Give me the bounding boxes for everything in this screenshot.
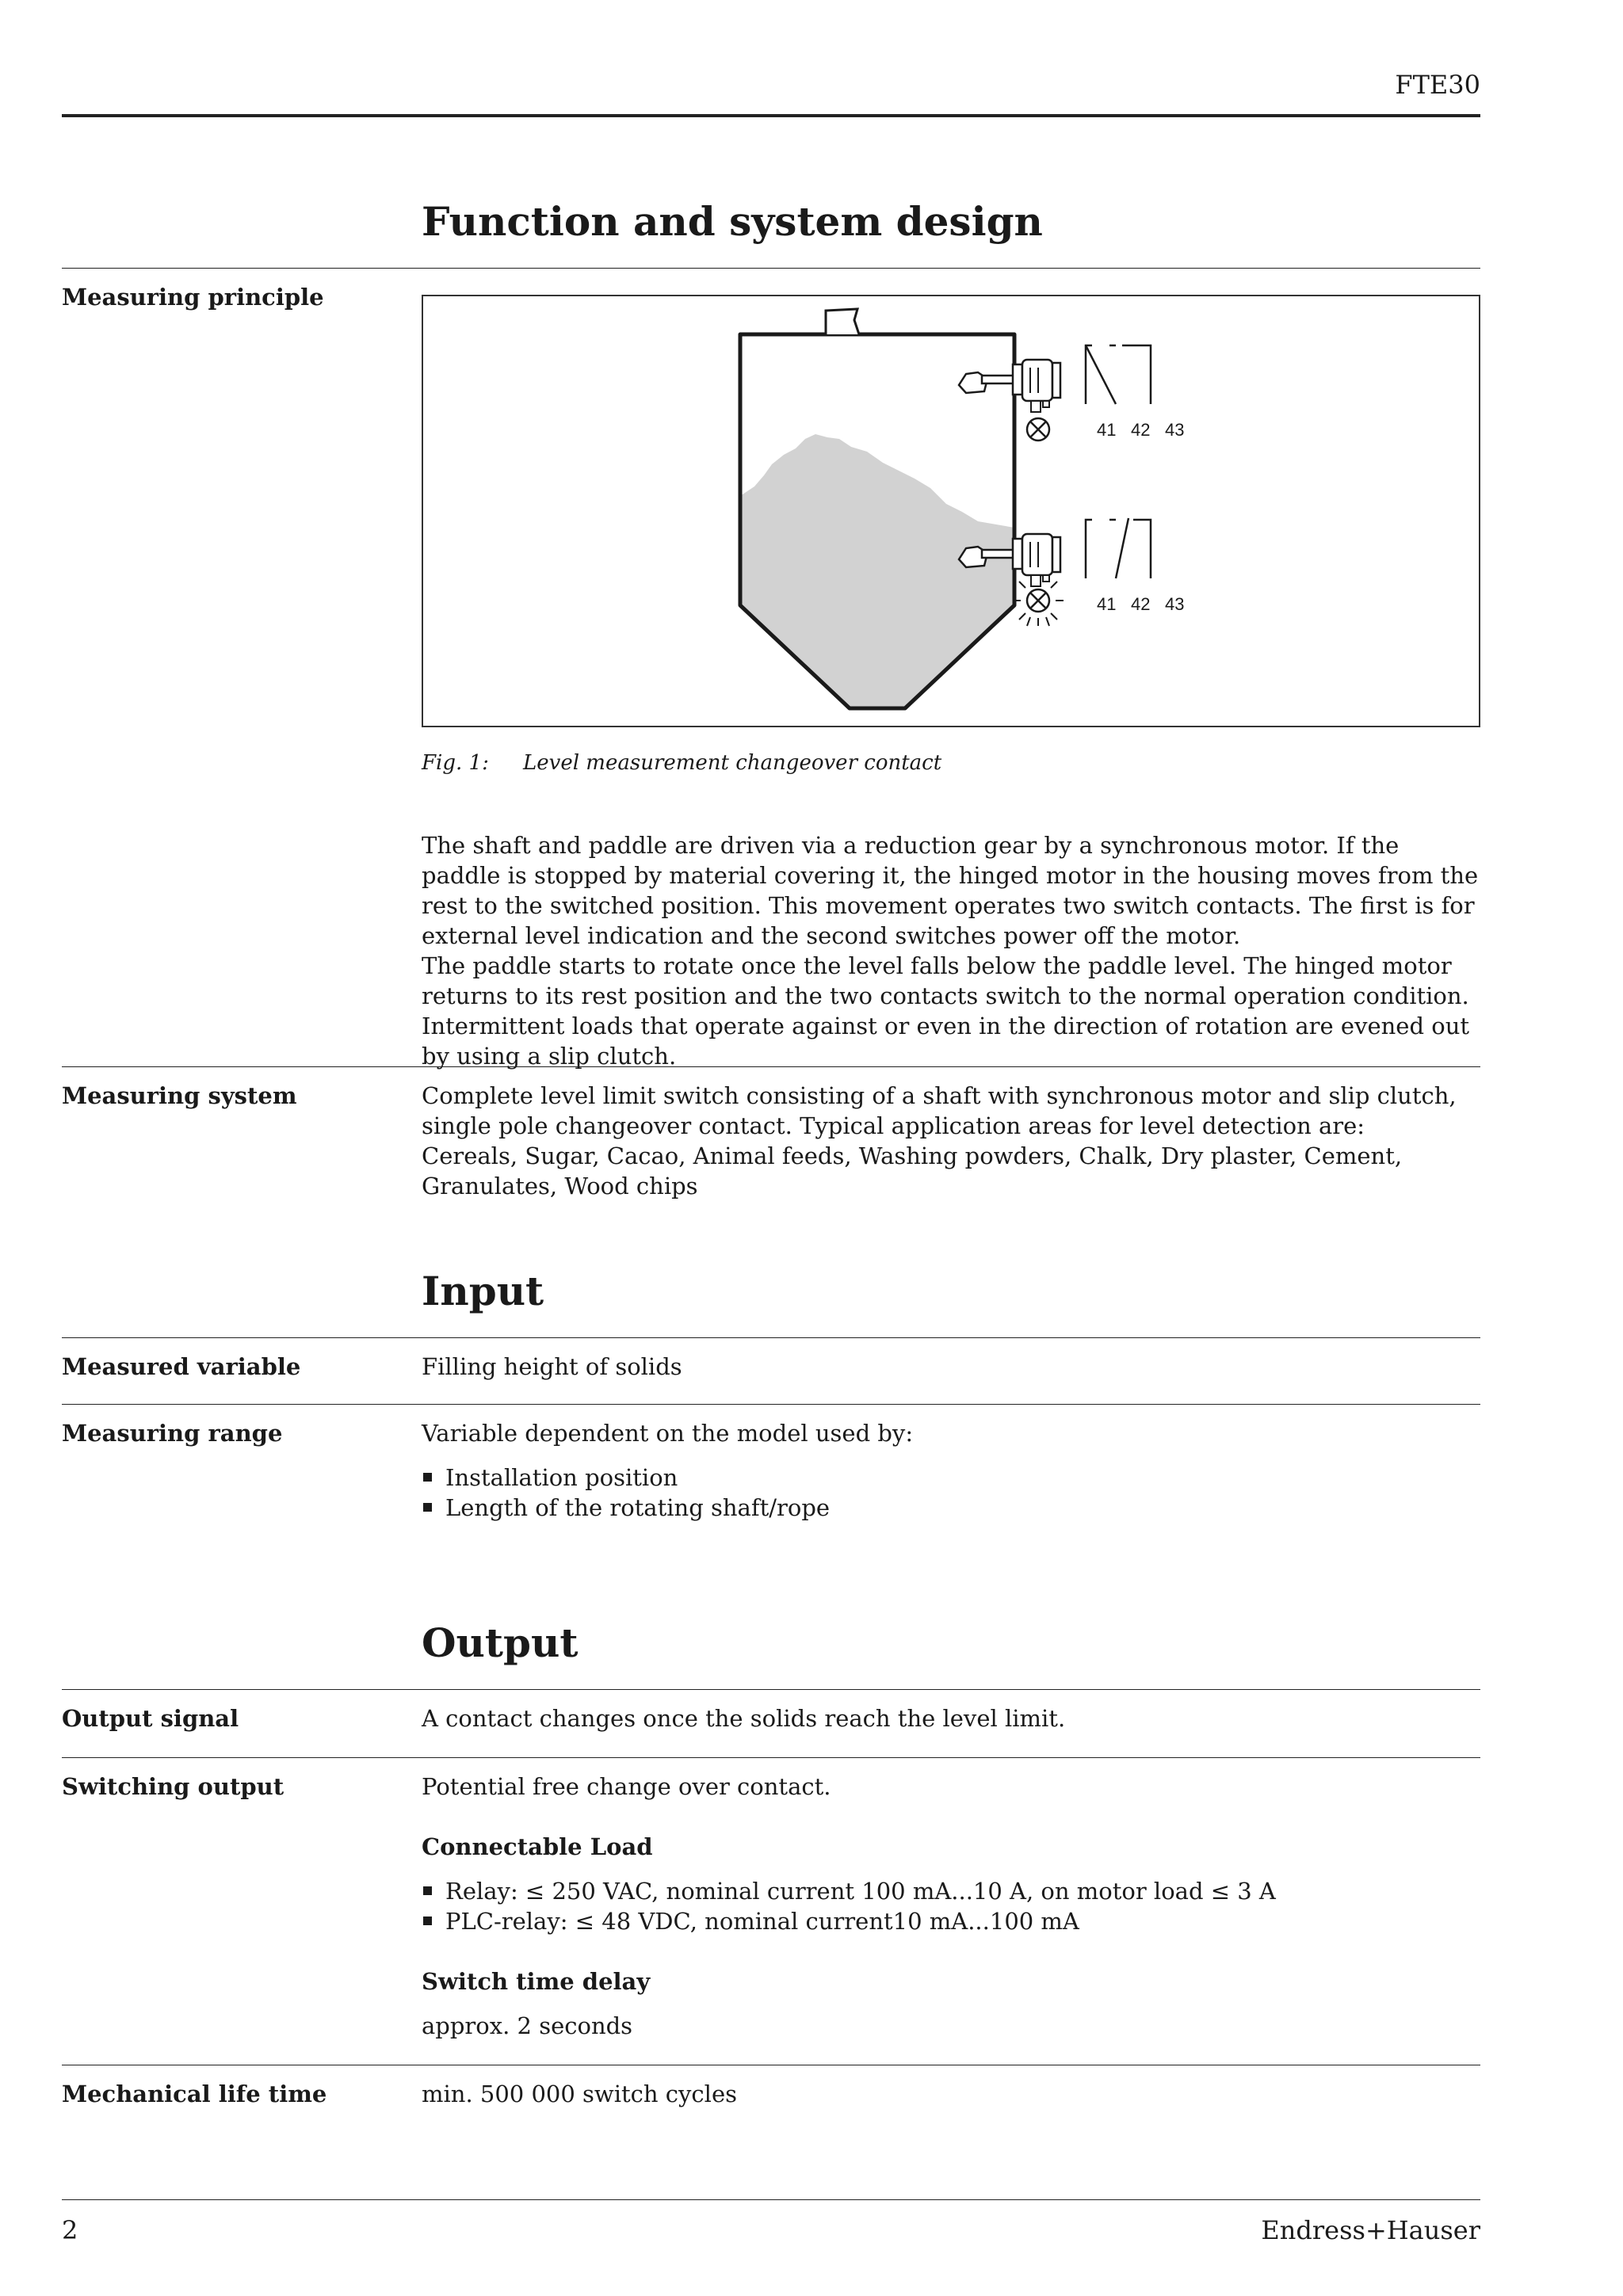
row-rule (62, 1757, 1480, 1758)
contact-bottom (1086, 518, 1151, 578)
output-signal-text: A contact changes once the solids reach the level limit. (422, 1705, 1066, 1732)
figure-level-measurement (422, 295, 1480, 727)
terminal-41-bottom: 41 (1097, 594, 1117, 614)
principle-paragraph-2: The paddle starts to rotate once the level falls below the paddle level. The hinged motor returns to its rest position and the two contacts switch to the normal operation condition. Intermittent loads that operate against or even in the direction of rotation are evened out by using a slip clutch. (422, 952, 1470, 1070)
section-rule (62, 268, 1480, 269)
terminal-41-top: 41 (1097, 420, 1117, 440)
row-rule (62, 1404, 1480, 1405)
contact-top (1086, 345, 1151, 404)
measuring-system-paragraph: Complete level limit switch consisting of a shaft with synchronous motor and slip clutch, single pole changeover contact. Typical application areas for level detection are: (422, 1082, 1457, 1139)
label-output-signal: Output signal (62, 1705, 239, 1732)
application-areas: Cereals, Sugar, Cacao, Animal feeds, Washing powders, Chalk, Dry plaster, Cement, Granulates, Wood chips (422, 1142, 1403, 1199)
terminal-42-top: 42 (1131, 420, 1151, 440)
label-measuring-range: Measuring range (62, 1420, 283, 1447)
measuring-principle-text (422, 830, 1484, 1071)
list-item: Installation position (422, 1463, 830, 1493)
terminal-43-top: 43 (1165, 420, 1185, 440)
section-rule (62, 1689, 1480, 1690)
terminal-43-bottom: 43 (1165, 594, 1185, 614)
switch-time-delay-text: approx. 2 seconds (422, 2012, 633, 2039)
label-mechanical-life: Mechanical life time (62, 2081, 327, 2107)
measured-variable-text: Filling height of solids (422, 1353, 682, 1380)
section-title-function: Function and system design (422, 198, 1043, 245)
measuring-range-list (422, 1463, 830, 1523)
switching-output-text: Potential free change over contact. (422, 1773, 831, 1800)
principle-paragraph-1: The shaft and paddle are driven via a reduction gear by a synchronous motor. If the paddle is stopped by material covering it, the hinged motor in the housing moves from the rest to the switched position. This movement operates two switch contacts. The first is for external level indication and the second switches power off the motor. (422, 832, 1479, 949)
figure-number: Fig. 1: (422, 751, 489, 775)
row-rule (62, 1066, 1480, 1067)
section-rule (62, 1337, 1480, 1338)
silo-diagram (423, 296, 1479, 726)
section-title-input: Input (422, 1268, 544, 1314)
connectable-load-list (422, 1876, 1276, 1936)
connectable-load-title: Connectable Load (422, 1833, 653, 1860)
section-title-output: Output (422, 1619, 579, 1666)
measuring-system-text (422, 1081, 1484, 1201)
material-fill (740, 434, 1014, 708)
list-item: Relay: ≤ 250 VAC, nominal current 100 mA...10 A, on motor load ≤ 3 A (422, 1876, 1276, 1906)
label-switching-output: Switching output (62, 1773, 285, 1800)
mechanical-life-text: min. 500 000 switch cycles (422, 2081, 737, 2107)
brand-name: Endress+Hauser (1261, 2215, 1480, 2245)
figure-caption (422, 751, 941, 775)
list-item: PLC-relay: ≤ 48 VDC, nominal current10 mA...100 mA (422, 1906, 1276, 1936)
header-rule (62, 114, 1480, 117)
label-measuring-system: Measuring system (62, 1082, 297, 1109)
switch-time-delay-title: Switch time delay (422, 1968, 651, 1995)
measuring-range-text: Variable dependent on the model used by: (422, 1420, 914, 1447)
label-measured-variable: Measured variable (62, 1353, 301, 1380)
figure-caption-text: Level measurement changeover contact (523, 751, 942, 775)
level-switch-top (959, 360, 1060, 412)
page-number: 2 (62, 2215, 78, 2245)
filler-neck (826, 309, 859, 334)
footer-rule (62, 2199, 1480, 2200)
list-item: Length of the rotating shaft/rope (422, 1493, 830, 1523)
indicator-lamp-bottom-lit (1013, 582, 1064, 626)
label-measuring-principle: Measuring principle (62, 284, 324, 311)
terminal-42-bottom: 42 (1131, 594, 1151, 614)
document-code: FTE30 (1395, 70, 1480, 100)
indicator-lamp-top (1027, 418, 1049, 441)
